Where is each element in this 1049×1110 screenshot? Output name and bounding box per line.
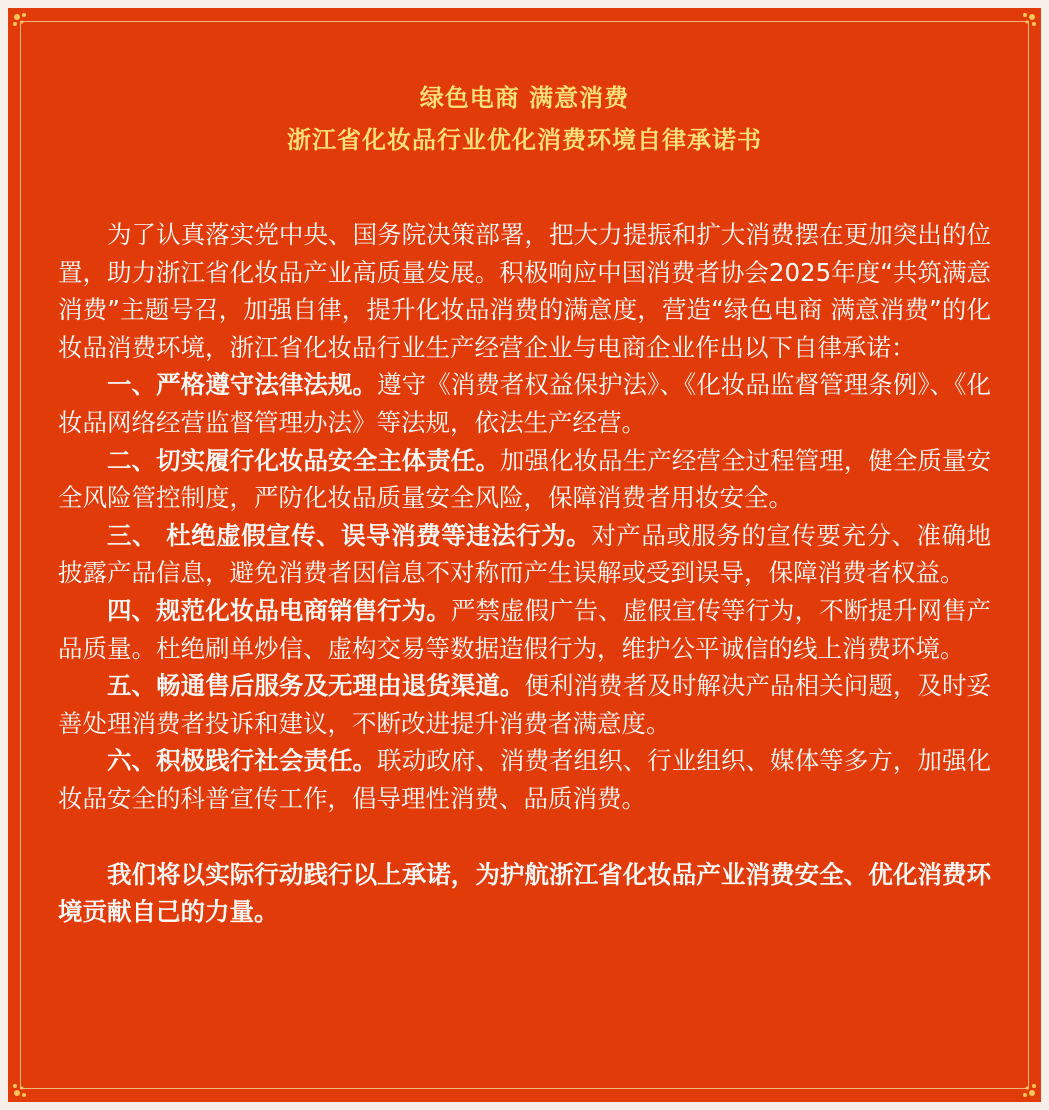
commitment-text: 便利消费者及时解决产品相关问题，及时妥善处理消费者投诉和建议，不断改进提升消费者满意度。 [58,671,992,738]
commitment-item-2 [58,442,991,517]
commitment-text: 加强化妆品生产经营全过程管理，健全质量安全风险管控制度，严防化妆品质量安全风险，保障消费者用妆安全。 [58,445,992,513]
intro-paragraph: 为了认真落实党中央、国务院决策部署，把大力提振和扩大消费摆在更加突出的位置，助力浙江省化妆品产业高质量发展。积极响应中国消费者协会2025年度“共筑满意消费”主题号召，加强自律，提升化妆品消费的满意度，营造“绿色电商 满意消费”的化妆品消费环境，浙江省化妆品行业生产经营企业与电商企业作出以下自律承诺： [58,220,991,362]
corner-ornament-icon [10,1076,34,1100]
commitment-text: 联动政府、消费者组织、行业组织、媒体等多方，加强化妆品安全的科普宣传工作，倡导理性消费、品质消费。 [58,746,992,813]
commitment-item-5 [58,667,991,742]
commitment-text: 对产品或服务的宣传要充分、准确地披露产品信息，避免消费者因信息不对称而产生误解或受到误导，保障消费者权益。 [58,520,991,588]
corner-ornament-icon [10,10,34,34]
closing-paragraph: 我们将以实际行动践行以上承诺，为护航浙江省化妆品产业消费安全、优化消费环境贡献自己的力量。 [58,859,991,927]
commitment-heading: 四、规范化妆品电商销售行为。 [107,595,451,625]
commitment-item-3 [58,517,991,592]
title-line-2: 浙江省化妆品行业优化消费环境自律承诺书 [287,126,762,154]
corner-ornament-icon [1015,10,1039,34]
commitment-heading: 二、切实履行化妆品安全主体责任。 [107,445,500,475]
commitment-heading: 五、畅通售后服务及无理由退货渠道。 [107,671,525,701]
commitment-text: 遵守《消费者权益保护法》、《化妆品监督管理条例》、《化妆品网络经营监督管理办法》等法规，依法生产经营。 [58,370,991,437]
title-line-1: 绿色电商 满意消费 [419,84,630,112]
commitment-heading: 六、积极践行社会责任。 [107,746,378,776]
commitment-item-6 [58,742,991,817]
poster [8,8,1041,1102]
document-body [58,216,991,931]
commitment-item-4 [58,592,991,667]
commitment-heading: 一、严格遵守法律法规。 [107,370,378,400]
corner-ornament-icon [1015,1076,1039,1100]
commitment-text: 严禁虚假广告、虚假宣传等行为，不断提升网售产品质量。杜绝刷单炒信、虚构交易等数据造假行为，维护公平诚信的线上消费环境。 [58,595,992,663]
commitment-heading: 三、 杜绝虚假宣传、误导消费等违法行为。 [107,520,592,550]
commitment-item-1 [58,366,991,441]
